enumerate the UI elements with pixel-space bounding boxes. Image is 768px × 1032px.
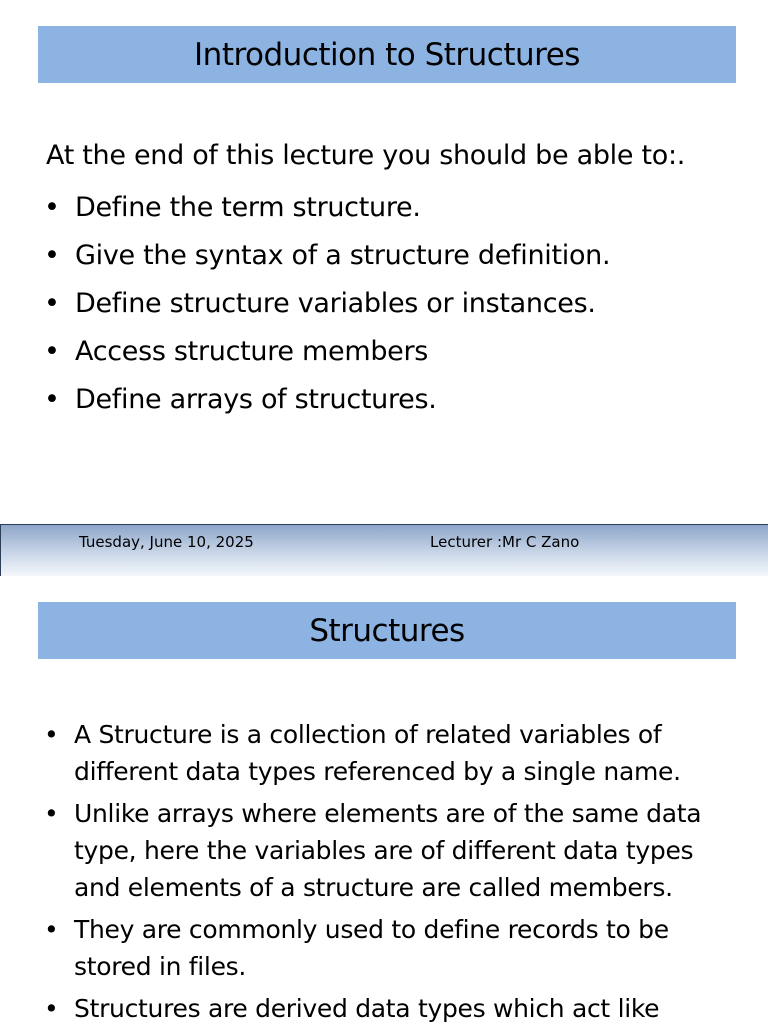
definition-list bbox=[44, 716, 714, 1032]
list-item bbox=[44, 284, 610, 332]
list-item-text: Structures are derived data types which act like bbox=[74, 994, 660, 1023]
slide-structures bbox=[0, 576, 768, 1024]
slide-title: Introduction to Structures bbox=[194, 36, 580, 73]
bullet-icon: • bbox=[44, 799, 59, 828]
bullet-icon: • bbox=[44, 240, 60, 271]
list-item bbox=[44, 716, 714, 790]
slide-title-bar bbox=[38, 602, 736, 659]
list-item-text: Define structure variables or instances. bbox=[75, 288, 596, 319]
slide-title-bar bbox=[38, 26, 736, 83]
list-item bbox=[44, 188, 610, 236]
intro-text: At the end of this lecture you should be able to:. bbox=[46, 140, 686, 171]
list-item-text: Define arrays of structures. bbox=[75, 384, 437, 415]
bullet-icon: • bbox=[44, 720, 59, 749]
footer-date: Tuesday, June 10, 2025 bbox=[79, 533, 254, 551]
bullet-icon: • bbox=[44, 994, 59, 1023]
list-item bbox=[44, 236, 610, 284]
footer-lecturer: Lecturer :Mr C Zano bbox=[430, 533, 580, 551]
bullet-icon: • bbox=[44, 336, 60, 367]
list-item-text: Define the term structure. bbox=[75, 192, 421, 223]
list-item bbox=[44, 380, 610, 428]
list-item bbox=[44, 990, 714, 1027]
list-item-text: Give the syntax of a structure definition. bbox=[75, 240, 611, 271]
list-item-text: A Structure is a collection of related variables of different data types referenced by a single name. bbox=[74, 720, 681, 786]
list-item bbox=[44, 795, 714, 906]
slide-title: Structures bbox=[309, 612, 465, 649]
bullet-icon: • bbox=[44, 384, 60, 415]
bullet-icon: • bbox=[44, 288, 60, 319]
list-item-text: They are commonly used to define records to be stored in files. bbox=[74, 915, 669, 981]
list-item bbox=[44, 332, 610, 380]
bullet-icon: • bbox=[44, 192, 60, 223]
list-item-text: Unlike arrays where elements are of the same data type, here the variables are of different data types and elements of a structure are called members. bbox=[74, 799, 702, 902]
bullet-icon: • bbox=[44, 915, 59, 944]
slide-footer bbox=[0, 524, 768, 576]
objectives-list bbox=[44, 188, 610, 428]
list-item-text: Access structure members bbox=[75, 336, 429, 367]
list-item bbox=[44, 911, 714, 985]
